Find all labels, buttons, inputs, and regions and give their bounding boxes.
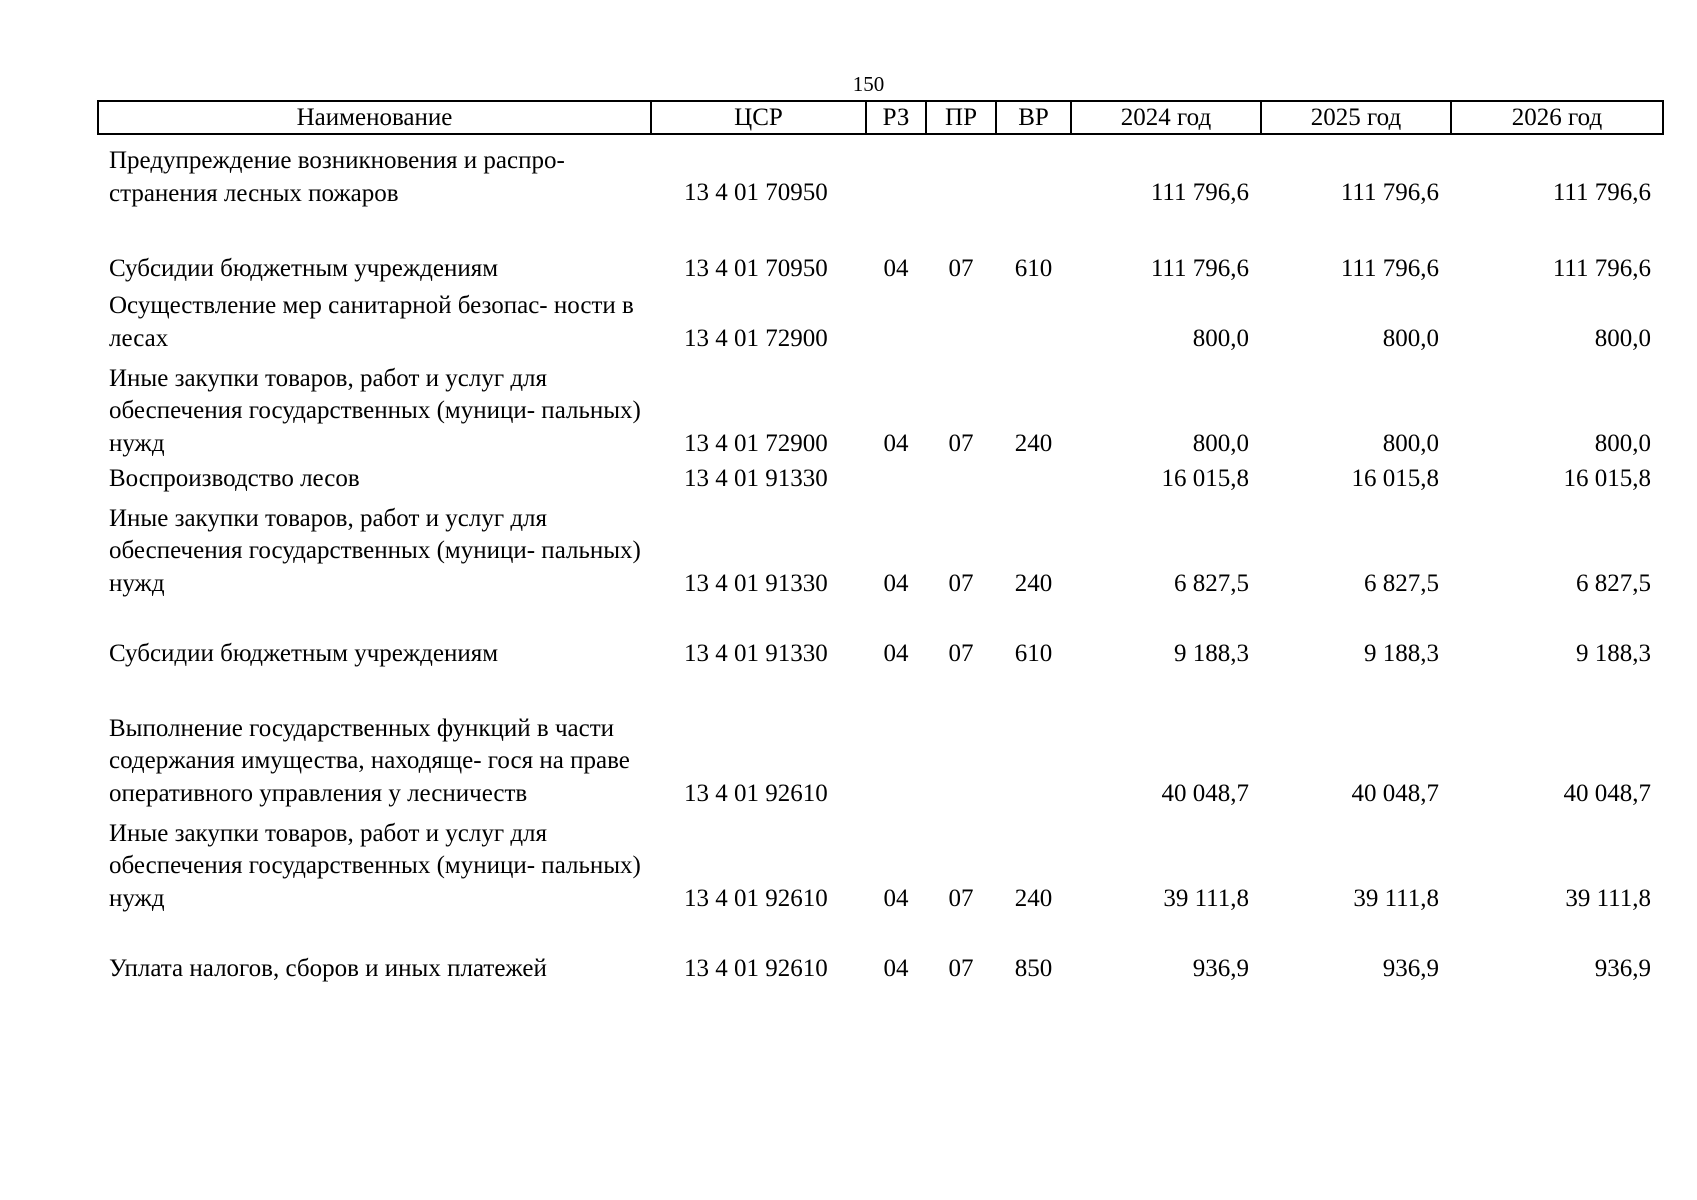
row-2024: 936,9	[1192, 954, 1249, 982]
row-name: Иные закупки товаров, работ и услуг для обеспечения государственных (муници- пальных) нужд	[109, 819, 641, 912]
row-2025: 111 796,6	[1340, 179, 1439, 206]
table-row	[98, 460, 1663, 495]
header-2026: 2026 год	[1451, 101, 1663, 134]
row-csr: 13 4 01 72900	[684, 324, 828, 352]
row-2025: 40 048,7	[1351, 779, 1439, 807]
header-vr: ВР	[996, 101, 1071, 134]
row-2024: 9 188,3	[1174, 639, 1249, 667]
row-2025: 111 796,6	[1340, 254, 1439, 282]
row-2026: 16 015,8	[1563, 464, 1651, 492]
row-2026: 40 048,7	[1563, 779, 1651, 807]
table-row	[98, 670, 1663, 810]
row-2026: 9 188,3	[1576, 639, 1651, 667]
row-2024: 111 796,6	[1150, 179, 1249, 206]
header-rz: РЗ	[866, 101, 926, 134]
row-pr	[926, 285, 996, 355]
table-spacer	[98, 134, 1663, 145]
row-csr: 13 4 01 91330	[684, 464, 828, 492]
row-2026: 800,0	[1594, 324, 1651, 352]
table-header-row	[98, 101, 1663, 134]
row-name: Уплата налогов, сборов и иных платежей	[109, 954, 547, 982]
row-name: Субсидии бюджетным учреждениям	[109, 254, 499, 282]
row-pr: 07	[948, 639, 974, 667]
row-pr: 07	[948, 429, 974, 457]
row-2026: 6 827,5	[1576, 569, 1651, 597]
row-2026: 936,9	[1594, 954, 1651, 982]
row-2026: 800,0	[1594, 429, 1651, 457]
row-2025: 16 015,8	[1351, 464, 1439, 492]
header-2024: 2024 год	[1071, 101, 1261, 134]
table-row	[98, 145, 1663, 250]
row-csr: 13 4 01 91330	[684, 639, 828, 667]
row-2024: 16 015,8	[1161, 464, 1249, 492]
row-2025: 6 827,5	[1364, 569, 1439, 597]
header-2025: 2025 год	[1261, 101, 1451, 134]
row-csr: 13 4 01 92610	[684, 884, 828, 912]
row-name: Иные закупки товаров, работ и услуг для обеспечения государственных (муници- пальных) нужд	[109, 504, 641, 597]
row-name: Воспроизводство лесов	[109, 464, 360, 492]
row-name: Осуществление мер санитарной безопас- ности в лесах	[109, 292, 634, 352]
row-rz	[866, 670, 926, 810]
row-2025: 800,0	[1382, 324, 1439, 352]
row-rz: 04	[883, 884, 909, 912]
row-vr	[996, 285, 1071, 355]
row-name: Предупреждение возникновения и распро- странения лесных пожаров	[109, 147, 565, 207]
row-vr: 240	[1014, 569, 1053, 597]
page-number: 150	[852, 72, 885, 96]
row-csr: 13 4 01 70950	[684, 179, 828, 206]
row-vr	[996, 145, 1071, 250]
table-row	[98, 355, 1663, 460]
row-2024: 40 048,7	[1161, 779, 1249, 807]
row-name: Субсидии бюджетным учреждениям	[109, 639, 499, 667]
row-csr: 13 4 01 72900	[684, 429, 828, 457]
row-rz	[866, 145, 926, 250]
row-csr: 13 4 01 92610	[684, 954, 828, 982]
row-csr: 13 4 01 92610	[684, 779, 828, 807]
header-name: Наименование	[98, 101, 651, 134]
row-pr	[926, 460, 996, 495]
row-rz: 04	[883, 639, 909, 667]
row-name: Иные закупки товаров, работ и услуг для обеспечения государственных (муници- пальных) нужд	[109, 364, 641, 457]
row-2024: 111 796,6	[1150, 254, 1249, 282]
row-vr: 240	[1014, 429, 1053, 457]
row-2026: 111 796,6	[1552, 179, 1651, 206]
row-2025: 9 188,3	[1364, 639, 1439, 667]
table-row	[98, 495, 1663, 600]
row-vr	[996, 670, 1071, 810]
table-row	[98, 810, 1663, 915]
row-rz	[866, 460, 926, 495]
row-vr: 240	[1014, 884, 1053, 912]
row-rz: 04	[883, 429, 909, 457]
row-csr: 13 4 01 70950	[684, 254, 828, 282]
row-rz	[866, 285, 926, 355]
row-pr	[926, 670, 996, 810]
row-2024: 800,0	[1192, 324, 1249, 352]
row-2026: 111 796,6	[1552, 254, 1651, 282]
row-pr: 07	[948, 954, 974, 982]
row-pr: 07	[948, 254, 974, 282]
row-2024: 39 111,8	[1163, 884, 1249, 912]
row-pr: 07	[948, 569, 974, 597]
table-row	[98, 285, 1663, 355]
header-pr: ПР	[926, 101, 996, 134]
row-rz: 04	[883, 254, 909, 282]
row-rz: 04	[883, 954, 909, 982]
row-2025: 800,0	[1382, 429, 1439, 457]
row-vr	[996, 460, 1071, 495]
row-rz: 04	[883, 569, 909, 597]
row-vr: 610	[1014, 639, 1053, 667]
header-csr: ЦСР	[651, 101, 866, 134]
row-pr	[926, 145, 996, 250]
row-name: Выполнение государственных функций в части содержания имущества, находяще- гося на праве оперативного управления у лесничеств	[109, 714, 630, 807]
row-csr: 13 4 01 91330	[684, 569, 828, 597]
budget-table	[97, 100, 1664, 985]
row-2026: 39 111,8	[1565, 884, 1651, 912]
table-row	[98, 600, 1663, 670]
table-row	[98, 250, 1663, 285]
table-row	[98, 915, 1663, 985]
row-2025: 936,9	[1382, 954, 1439, 982]
row-2024: 6 827,5	[1174, 569, 1249, 597]
row-vr: 610	[1014, 254, 1053, 282]
row-pr: 07	[948, 884, 974, 912]
row-2025: 39 111,8	[1353, 884, 1439, 912]
row-vr: 850	[1014, 954, 1053, 982]
row-2024: 800,0	[1192, 429, 1249, 457]
